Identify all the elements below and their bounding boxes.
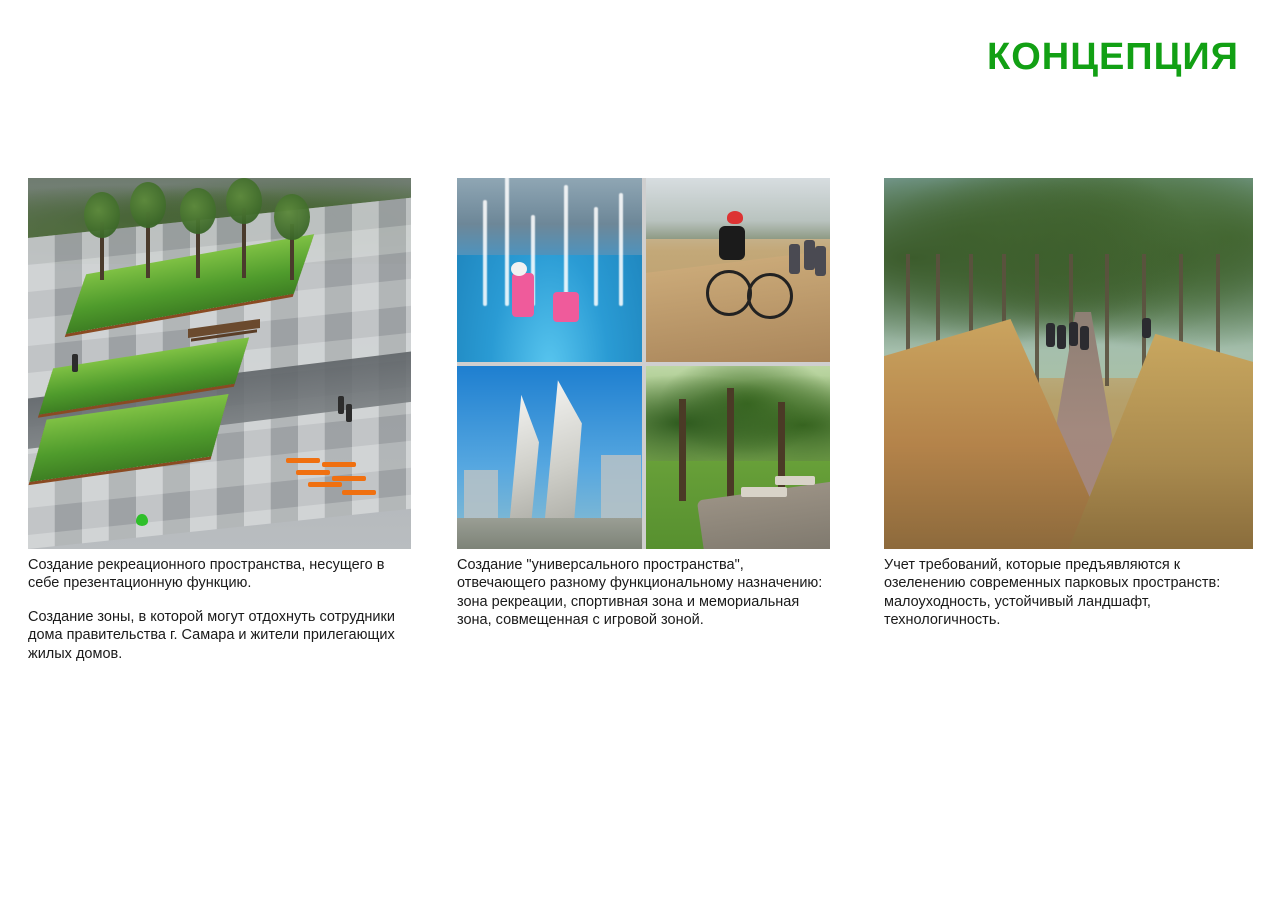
tree — [146, 212, 150, 278]
bench — [741, 487, 787, 497]
tree-trunk — [679, 399, 686, 502]
caption-paragraph: Создание зоны, в которой могут отдохнуть сотрудники дома правительства г. Самара и жители прилегающих жилых домов. — [28, 608, 395, 662]
plaza-landscaping-render — [28, 178, 411, 549]
person-figure — [338, 396, 344, 414]
water-jet — [483, 200, 487, 306]
building — [601, 455, 641, 517]
naturalistic-planting-photo — [884, 178, 1253, 549]
tree — [290, 224, 294, 280]
water-jet — [619, 193, 623, 307]
bench — [775, 476, 815, 485]
helmet — [727, 211, 743, 224]
water-jet — [564, 185, 568, 306]
concept-caption-1 — [28, 556, 411, 663]
caption-paragraph: Создание "универсального пространства", отвечающего разному функциональному назначению: зона рекреации, спортивная зона и мемориальная зона, совмещенная с игровой зоной. — [457, 557, 823, 629]
concept-column-2 — [457, 178, 830, 630]
page-title: КОНЦЕПЦИЯ — [987, 36, 1239, 78]
caption-paragraph: Учет требований, которые предъявляются к озеленению современных парковых пространств: малоуходность, устойчивый ландшафт, технологичность. — [884, 557, 1221, 629]
park-benches-photo — [646, 366, 831, 550]
monument-wing — [542, 380, 582, 534]
person-figure — [1080, 326, 1089, 350]
tree — [196, 218, 200, 278]
person-figure — [1057, 325, 1066, 349]
water-jet — [505, 178, 509, 306]
person-figure — [804, 240, 815, 270]
person-figure — [789, 244, 800, 274]
bmx-rider-photo — [646, 178, 831, 362]
tree — [242, 208, 246, 278]
tree-trunk — [1105, 254, 1109, 386]
person-figure — [72, 354, 78, 372]
person-figure — [815, 246, 826, 276]
person-figure — [1142, 318, 1151, 338]
person-figure — [346, 404, 352, 422]
activities-photo-grid — [457, 178, 830, 549]
person-figure — [1069, 322, 1078, 346]
concept-caption-3 — [884, 556, 1253, 630]
concept-column-3 — [884, 178, 1253, 630]
tree-trunk — [727, 388, 734, 502]
concept-column-1 — [28, 178, 411, 663]
tree — [100, 222, 104, 280]
bicycle-wheel — [706, 270, 752, 316]
building — [464, 470, 498, 518]
child-figure — [553, 292, 579, 322]
monument-wings-photo — [457, 366, 642, 550]
rider-figure — [719, 226, 745, 260]
child-figure — [512, 273, 534, 317]
content-columns — [0, 178, 1281, 678]
monument-wing — [505, 395, 539, 534]
fountain-children-photo — [457, 178, 642, 362]
tree-canopy — [646, 366, 831, 461]
child-figure — [511, 262, 527, 276]
concept-caption-2 — [457, 556, 830, 630]
tree-trunk — [1035, 254, 1039, 386]
caption-paragraph: Создание рекреационного пространства, несущего в себе презентационную функцию. — [28, 557, 385, 592]
green-marker — [136, 514, 148, 526]
person-figure — [1046, 323, 1055, 347]
orange-street-furniture — [286, 452, 370, 504]
water-jet — [594, 207, 598, 306]
monument-plaza-ground — [457, 518, 642, 549]
